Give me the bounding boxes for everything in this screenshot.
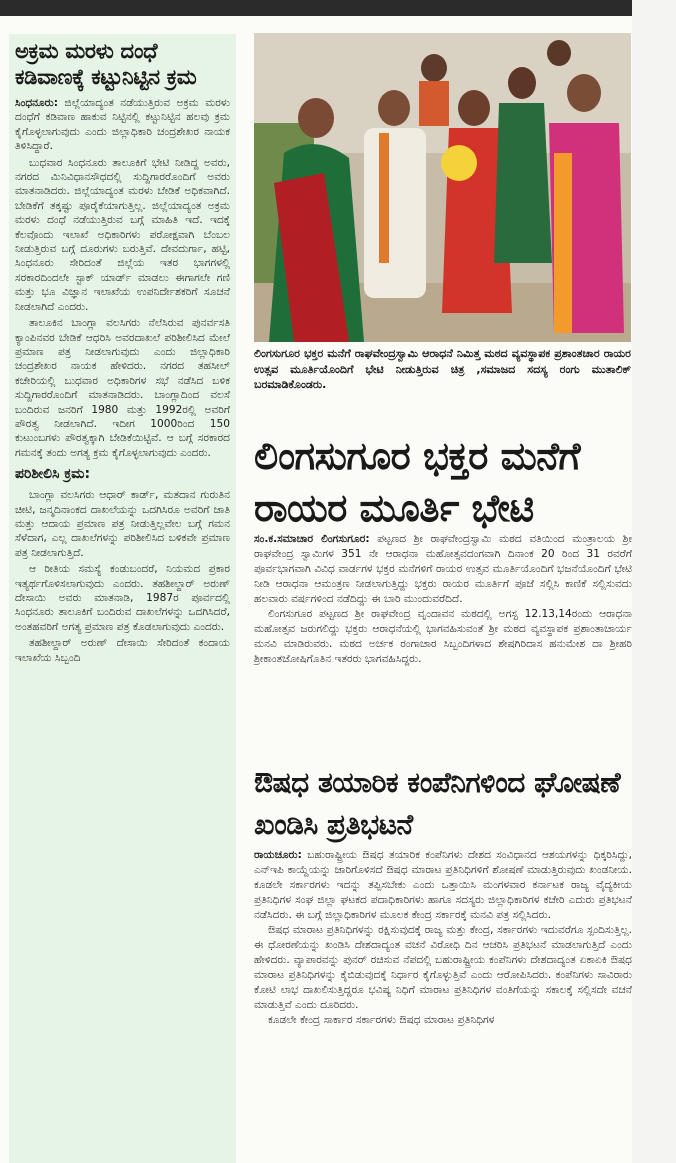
photo-illustration — [254, 33, 631, 342]
news-photo — [254, 33, 631, 342]
left-subhead: ಪರಿಶೀಲಿಸಿ ಕ್ರಮ: — [15, 466, 91, 483]
photo-caption: ಲಿಂಗಸುಗೂರ ಭಕ್ತರ ಮನೆಗೆ ರಾಘವೇಂದ್ರಸ್ವಾಮಿ ಆರಾಧನೆ ನಿಮಿತ್ತ ಮಠದ ವ್ಯವಸ್ಥಾಪಕ ಪ್ರಶಾಂತಚಾರ ರಾಯರ ಉತ್ಸವ ಮೂರ್ತಿಯೊಂದಿಗೆ ಭೇಟಿ ನೀಡುತ್ತಿರುವ ಚಿತ್ರ ,ಸಮಾಜದ ಸದಸ್ಯ ರಂಗು ಮುತಾಲಿಕ್ ಬರಮಾಡಿಕೊಂಡರು. — [254, 347, 631, 391]
headline-lingasugur: ಲಿಂಗಸುಗೂರ ಭಕ್ತರ ಮನೆಗೆ ರಾಯರ ಮೂರ್ತಿ ಭೇಟಿ — [254, 434, 580, 530]
left-para-6: ತಹಶೀಲ್ದಾರ್ ಅರುಣ್ ದೇಸಾಯಿ ಸೇರಿದಂತೆ ಕಂದಾಯ ಇಲಾಖೆಯ ಸಿಬ್ಬಂದಿ — [15, 637, 230, 664]
left-dateline: ಸಿಂಧನೂರು: — [15, 97, 59, 109]
story1-para-1: ಸಂ.ಕ.ಸಮಾಚಾರ ಲಿಂಗಸುಗೂರ: ಪಟ್ಟಣದ ಶ್ರೀ ರಾಘವೇಂದ್ರಸ್ವಾಮಿ ಮಠದ ವತಿಯಿಂದ ಮಂತ್ರಾಲಯ ಶ್ರೀ ರಾಘವೇಂದ್ರ ಸ್ವಾಮಿಗಳ 351 ನೇ ಆರಾಧನಾ ಮಹೋತ್ಸವದಂಗವಾಗಿ ದಿನಾಂಕ 20 ರಿಂದ 31 ರವರೆಗೆ ಪೂರ್ವಭಾಗವಾಗಿ ವಿವಿಧ ವಾರ್ಡಗಳ ಭಕ್ತರ ಮನೆಗಳಿಗೆ ರಾಯರ ಉತ್ಸವ ಮೂರ್ತಿಯೊಂದಿಗೆ ಭಜನೆಯೊಂದಿಗೆ ಭೇಟಿ ನೀಡಿ ಆರಾಧನಾ ಆಮಂತ್ರಣ ನೀಡಲಾಗುತ್ತಿದ್ದು ಭಕ್ತರು ರಾಯರ ಮೂರ್ತಿಗೆ ಪೂಜೆ ಸಲ್ಲಿಸಿ ಕಾಣಿಕೆ ಸಲ್ಲಿಸುವದು ಹಲವಾರು ವರ್ಷಗಳಿಂದ ನಡೆದಿದ್ದು ಈ ಬಾರಿ ಮುಂದುವರೆದಿದೆ. — [254, 533, 632, 605]
story2-para-1: ರಾಯಚೂರು: ಬಹುರಾಷ್ಟ್ರೀಯ ಔಷಧ ತಯಾರಿಕ ಕಂಪೆನಿಗಳು ದೇಶದ ಸಂವಿಧಾನದ ಆಶಯಗಳನ್ನು ಧಿಕ್ಕರಿಸಿದ್ದು, ಎನ್‌ಇಪಿ ಕಾಯ್ದೆಯನ್ನು ಜಾರಿಗೊಳಿಸದೆ ಔಷಧ ಮಾರಾಟ ಪ್ರತಿನಿಧಿಗಳಿಗೆ ಶೋಷಣೆ ಮಾಡುತ್ತಿರುವುದು ಖಂಡನೀಯ. ಕೂಡಲೇ ಸರ್ಕಾರಗಳು ಇದನ್ನು ತಪ್ಪಿಸಬೇಕು ಎಂದು ಒತ್ತಾಯಿಸಿ ಮಂಗಳವಾರ ಕರ್ನಾಟಕ ರಾಜ್ಯ ವೈದ್ಯಕೀಯ ಪ್ರತಿನಿಧಿಗಳ ಸಂಘ ಜಿಲ್ಲಾ ಘಟಕದ ಪದಾಧಿಕಾರಿಗಳು ಹಾಗೂ ಸದಸ್ಯರು ಜಿಲ್ಲಾಧಿಕಾರಿಗಳ ಕಚೇರಿ ಎದುರು ಪ್ರತಿಭಟನೆ ನಡೆಸಿದರು. ಈ ಬಗ್ಗೆ ಜಿಲ್ಲಾಧಿಕಾರಿಗಳ ಮೂಲಕ ಕೇಂದ್ರ ಸರ್ಕಾರಕ್ಕೆ ಮನವಿ ಪತ್ರ ಸಲ್ಲಿಸಿದರು. — [254, 849, 632, 921]
story2-dateline: ರಾಯಚೂರು: — [254, 849, 302, 861]
top-band — [0, 0, 632, 16]
story2-para-2: ಔಷಧ ಮಾರಾಟ ಪ್ರತಿನಿಧಿಗಳನ್ನು ರಕ್ಷಿಸುವುದಕ್ಕೆ ರಾಜ್ಯ ಮತ್ತು ಕೇಂದ್ರ, ಸರ್ಕಾರಗಳು ಇದುವರೆಗೂ ಸ್ಪಂದಿಸುತ್ತಿಲ್ಲ. ಈ ಧೋರಣೆಯನ್ನು ಖಂಡಿಸಿ ದೇಶದಾದ್ಯಂತ ವಚನೆ ವಿರೋಧಿ ದಿನ ಆಚರಿಸಿ ಪ್ರತಿಭಟನೆ ಮಾಡಲಾಗುತ್ತಿದೆ ಎಂದು ಹೇಳಿದರು. ವ್ಯಾಪಾರವನ್ನು ಪುನರ್ ರಚಿಸುವ ನೆಪದಲ್ಲಿ ಬಹುರಾಷ್ಟ್ರೀಯ ಕಂಪೆನಿಗಳು ದೇಶದಾದ್ಯಂತ ಏಕಾಏಕಿ ಔಷಧ ಮಾರಾಟ ಪ್ರತಿನಿಧಿಗಳನ್ನು ಕೈಬಿಡುವುದಕ್ಕೆ ನಿರ್ಧಾರ ಕೈಗೊಳ್ಳುತ್ತಿವೆ ಎಂದು ಆರೋಪಿಸಿದರು. ಕಂಪೆನಿಗಳು ಸಾವಿರಾರು ಕೋಟಿ ಲಾಭ ದಾಖಲಿಸುತ್ತಿದ್ದರೂ ಭವಿಷ್ಯ ನಿಧಿಗೆ ಮಾರಾಟ ಪ್ರತಿನಿಧಿಗಳ ವಂತಿಗೆಯನ್ನು ಸಕಾಲಕ್ಕೆ ಸಲ್ಲಿಸದೇ ವಚನೆ ಮಾಡುತ್ತಿವೆ ಎಂದು ದೂರಿದರು. — [254, 924, 632, 1011]
left-para-4: ಬಾಂಗ್ಲಾ ವಲಸಿಗರು ಆಧಾರ್ ಕಾರ್ಡ್, ಮತದಾನ ಗುರುತಿನ ಚೀಟಿ, ಜನ್ಮದಿನಾಂಕದ ದಾಖಲೆಯನ್ನು ಒದಗಿಸಿರೂ ಅವರಿಗೆ ಜಾತಿ ಮತ್ತು ಆದಾಯ ಪ್ರಮಾಣ ಪತ್ರ ನೀಡುತ್ತಿಲ್ಲವೇಲ ಬಗ್ಗೆ ಗಮನ ಸೆಳೆದಾಗ, ಎಲ್ಲ ದಾಖಲೆಗಳನ್ನು ಪರಿಶೀಲಿಸಿದ ಬಳಿಕವೇ ಪ್ರಮಾಣ ಪತ್ರ ನೀಡಲಾಗುತ್ತಿದೆ. — [15, 489, 230, 559]
left-para-1: ಸಿಂಧನೂರು: ಜಿಲ್ಲೆಯಾದ್ಯಂತ ನಡೆಯುತ್ತಿರುವ ಅಕ್ರಮ ಮರಳು ದಂಧೆಗೆ ಕಡಿವಾಣ ಹಾಕುವ ನಿಟ್ಟಿನಲ್ಲಿ ಕಟ್ಟುನಿಟ್ಟಿನ ಹಲವು ಕ್ರಮ ಕೈಗೊಳ್ಳಲಾಗುವುದು ಎಂದು ಜಿಲ್ಲಾಧಿಕಾರಿ ಚಂದ್ರಶೇಖರ ನಾಯಕ ತಿಳಿಸಿದ್ದಾರೆ. — [15, 97, 230, 153]
left-story-box — [9, 34, 236, 1163]
left-para-2: ಬುಧವಾರ ಸಿಂಧನೂರು ತಾಲೂಕಿಗೆ ಭೇಟಿ ನೀಡಿದ್ದ ಅವರು, ನಗರದ ಮಿನಿವಿಧಾನಸೌಧದಲ್ಲಿ ಸುದ್ದಿಗಾರರೊಂದಿಗೆ ಅವರು ಮಾತನಾಡಿದರು. ಜಿಲ್ಲೆಯಾದ್ಯಂತ ಮರಳು ಬೇಡಿಕೆ ಅಧಿಕವಾಗಿದೆ. ಬೇಡಿಕೆಗೆ ತಕ್ಕಷ್ಟು ಪೂರೈಕೆಯಾಗುತ್ತಿಲ್ಲ. ಜಿಲ್ಲೆಯಾದ್ಯಂತ ಅಕ್ರಮ ಮರಳು ದಂಧೆ ನಡೆಯುತ್ತಿರುವ ಬಗ್ಗೆ ಮಾಹಿತಿ ಇದೆ. ಇದಕ್ಕೆ ಕೆಲವೊಂದು ಇಲಾಖೆ ಅಧಿಕಾರಿಗಳು ಪರೋಕ್ಷವಾಗಿ ಬೆಂಬಲ ನೀಡುತ್ತಿರುವ ಬಗ್ಗೆ ದೂರುಗಳು ಬರುತ್ತಿವೆ. ದೇವದುರ್ಗಾ, ಹಟ್ಟಿ, ಸಿಂಧನೂರು ಸೇರಿದಂತೆ ಜಿಲ್ಲೆಯ ಇತರ ಭಾಗಗಳಲ್ಲಿ ಸರಕಾರದಿಂದಲೇ ಸ್ಟಾಕ್ ಯಾರ್ಡ್ ಮಾಡಲು ಈಗಾಗಲೇ ಗಣಿ ಮತ್ತು ಭೂ ವಿಜ್ಞಾನ ಇಲಾಖೆಯ ಉಪನಿರ್ದೇಶಕರಿಗೆ ಸೂಚನೆ ನೀಡಲಾಗಿದೆ ಎಂದರು. — [15, 156, 230, 313]
story1-para-2: ಲಿಂಗಸುಗೂರ ಪಟ್ಟಣದ ಶ್ರೀ ರಾಘವೇಂದ್ರ ವೃಂದಾವನ ಮಠದಲ್ಲಿ ಅಗಸ್ಟ 12.13,14ರಂದು ಆರಾಧನಾ ಮಹೋತ್ಸವ ಜರುಗಲಿದ್ದು ಭಕ್ತರು ಆರಾಧನೆಯಲ್ಲಿ ಭಾಗವಹಿಸುವಂತೆ ಶ್ರೀ ಮಠದ ವ್ಯವಸ್ಥಾಪಕ ಪ್ರಶಾಂತಾಚಾರ್ಯ ಮನವಿ ಮಾಡಿರುವರು. ಮಠದ ಅರ್ಚಕ ರಂಗಾಚಾರ ಸಿಬ್ಬಂದಿಗಳಾದ ಶೇಷಗಿರಿದಾಸ ಹನುಮೇಶ ದಾ ಶ್ರೀಹರಿ ಶ್ರೀಕಾಂತಜೋಷಿಗೊತಿನ ಇತರರು ಭಾಗವಹಿಸಿದ್ದರು. — [254, 608, 632, 665]
story-lingasugur — [254, 532, 632, 667]
story1-dateline: ಸಂ.ಕ.ಸಮಾಚಾರ ಲಿಂಗಸುಗೂರ: — [254, 533, 370, 545]
story-medical-protest — [254, 848, 632, 1163]
story2-para-3: ಕೂಡಲೇ ಕೇಂದ್ರ ಸಾರ್ಕಾರ ಸರ್ಕಾರಗಳು ಔಷಧ ಮಾರಾಟ ಪ್ರತಿನಿಧಿಗಳ — [268, 1014, 495, 1026]
left-headline: ಅಕ್ರಮ ಮರಳು ದಂಧೆ ಕಡಿವಾಣಕ್ಕೆ ಕಟ್ಟುನಿಟ್ಟಿನ ಕ್ರಮ — [15, 39, 197, 89]
left-para-5: ಆ ರೀತಿಯ ಸಮಸ್ಯೆ ಕಂಡುಬಂದರೆ, ನಿಯಮದ ಪ್ರಕಾರ ಇತ್ಯರ್ಥಗೊಳಿಸಲಾಗುವುದು ಎಂದರು. ತಹಶೀಲ್ದಾರ್ ಅರುಣ್ ದೇಸಾಯಿ ಅವರು ಮಾತನಾಡಿ, 1987ರ ಪೂರ್ವದಲ್ಲಿ ಸಿಂಧನೂರು ತಾಲೂಕಿಗೆ ಬಂದಿರುವ ದಾಖಲೆಗಳನ್ನು ಒದಗಿಸಿದರೆ, ಅಂತಹವರಿಗೆ ಅಗತ್ಯ ಪ್ರಮಾಣ ಪತ್ರ ಕೊಡಲಾಗುವುದು ಎಂದರು. — [15, 563, 230, 633]
headline-medical-protest: ಔಷಧ ತಯಾರಿಕ ಕಂಪೆನಿಗಳಿಂದ ಘೋಷಣೆ ಖಂಡಿಸಿ ಪ್ರತಿಭಟನೆ — [254, 766, 621, 841]
page-edge — [632, 0, 676, 1163]
left-para-3: ತಾಲೂಕಿನ ಬಾಂಗ್ಲಾ ವಲಸಿಗರು ನೆಲೆಸಿರುವ ಪುನರ್ವಸತಿ ಕ್ಯಾಂಪಿನವರ ಬೇಡಿಕೆ ಆಧರಿಸಿ ಅವರದಾಖಲೆ ಪರಿಶೀಲಿಸಿದ ಮೇಲೆ ಪ್ರಮಾಣ ಪತ್ರ ನೀಡಲಾಗುವುದು ಎಂದು ಜಿಲ್ಲಾಧಿಕಾರಿ ಚಂದ್ರಶೇಖರ ನಾಯಕ ಹೇಳಿದರು. ನಗರದ ತಹಸೀಲ್ ಕಚೇರಿಯಲ್ಲಿ ಬುಧವಾರ ಅಧಿಕಾರಿಗಳ ಸಭೆ ನಡೆಸಿದ ಬಳಿಕ ಸುದ್ದಿಗಾರರೊಂದಿಗೆ ಮಾತನಾಡಿದರು. ಬಾಂಗ್ಲಾದಿಂದ ವಲಸೆ ಬಂದಿರುವ ಜನರಿಗೆ 1980 ಮತ್ತು 1992ರಲ್ಲಿ ಅವರಿಗೆ ಪೌರತ್ವ ನೀಡಲಾಗಿದೆ. ಇದೀಗ 1000ರಿಂದ 150 ಕುಟುಂಬಗಳು ಪೌರತ್ವಕ್ಕಾಗಿ ಬೇಡಿಕೆಯಿಟ್ಟಿವೆ. ಆ ಬಗ್ಗೆ ಸರಕಾರದ ಗಮನಕ್ಕೆ ತಂದು ಅಗತ್ಯ ಕ್ರಮ ಕೈಗೊಳ್ಳಲಾಗುವುದು ಎಂದರು. — [15, 317, 230, 459]
